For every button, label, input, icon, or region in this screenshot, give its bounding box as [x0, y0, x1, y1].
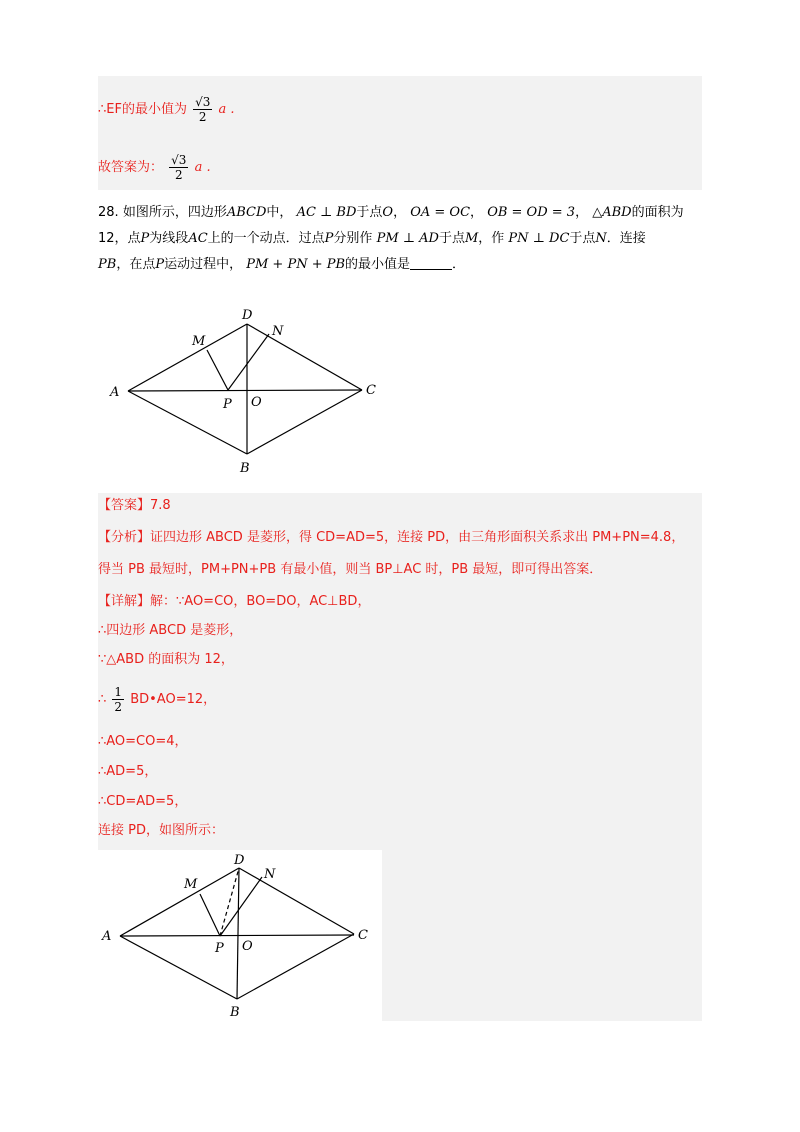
answer-blank	[410, 255, 452, 270]
label-a: A	[102, 929, 112, 944]
fraction-one-half: $\frac{1}{2}$	[114, 685, 123, 714]
label-d: D	[242, 308, 253, 323]
analysis-line-2: 得当 PB 最短时，PM+PN+PB 有最小值，则当 BP⊥AC 时，PB 最短，即可得出答案．	[98, 562, 603, 577]
prev-line-1: ∴EF的最小值为 $\frac{√3}{2}$ a .	[98, 95, 235, 124]
label-m: M	[184, 877, 198, 892]
label-p: P	[223, 397, 232, 412]
label-b: B	[240, 461, 250, 476]
detail-line-2: ∴四边形 ABCD 是菱形，	[98, 623, 243, 638]
detail-line-5: ∴AO=CO=4，	[98, 734, 188, 749]
label-c: C	[366, 383, 376, 398]
prev-line-2: 故答案为： $\frac{√3}{2}$ a .	[98, 153, 211, 182]
label-n: N	[264, 867, 276, 882]
detail-line-1: 【详解】解：∵AO=CO，BO=DO，AC⊥BD，	[98, 594, 371, 609]
figure-rhombus-with-pd	[98, 850, 382, 1021]
label-m: M	[192, 334, 206, 349]
problem-line-3: PB，在点P运动过程中， PM + PN + PB的最小值是 ．	[98, 257, 466, 272]
label-a: A	[110, 385, 120, 400]
detail-line-7: ∴CD=AD=5，	[98, 794, 188, 809]
detail-line-3: ∵△ABD 的面积为 12，	[98, 652, 234, 667]
label-b: B	[230, 1005, 240, 1020]
fraction-sqrt3-over-2: $\frac{√3}{2}$	[195, 95, 211, 124]
label-c: C	[358, 928, 368, 943]
label-o: O	[242, 939, 253, 954]
detail-line-4: ∴ $\frac{1}{2}$ BD•AO=12，	[98, 685, 217, 714]
problem-line-2: 12，点P为线段AC上的一个动点．过点P分别作 PM ⊥ AD于点M，作 PN ⊥ DC于点N．连接	[98, 231, 646, 246]
figure-rhombus	[100, 300, 390, 480]
fraction-sqrt3-over-2: $\frac{√3}{2}$	[171, 153, 187, 182]
detail-line-8: 连接 PD，如图所示：	[98, 823, 224, 838]
label-o: O	[251, 395, 262, 410]
label-p: P	[215, 941, 224, 956]
problem-line-1: 28. 如图所示，四边形ABCD中， AC ⊥ BD于点O， OA = OC， OB = OD = 3， △ABD的面积为	[98, 205, 684, 220]
detail-line-6: ∴AD=5，	[98, 764, 158, 779]
label-d: D	[234, 853, 245, 868]
answer-line: 【答案】7.8	[98, 498, 171, 513]
label-n: N	[272, 324, 284, 339]
problem-28	[98, 200, 702, 278]
analysis-line-1: 【分析】证四边形 ABCD 是菱形，得 CD=AD=5，连接 PD，由三角形面积关系求出 PM+PN=4.8，	[98, 530, 685, 545]
